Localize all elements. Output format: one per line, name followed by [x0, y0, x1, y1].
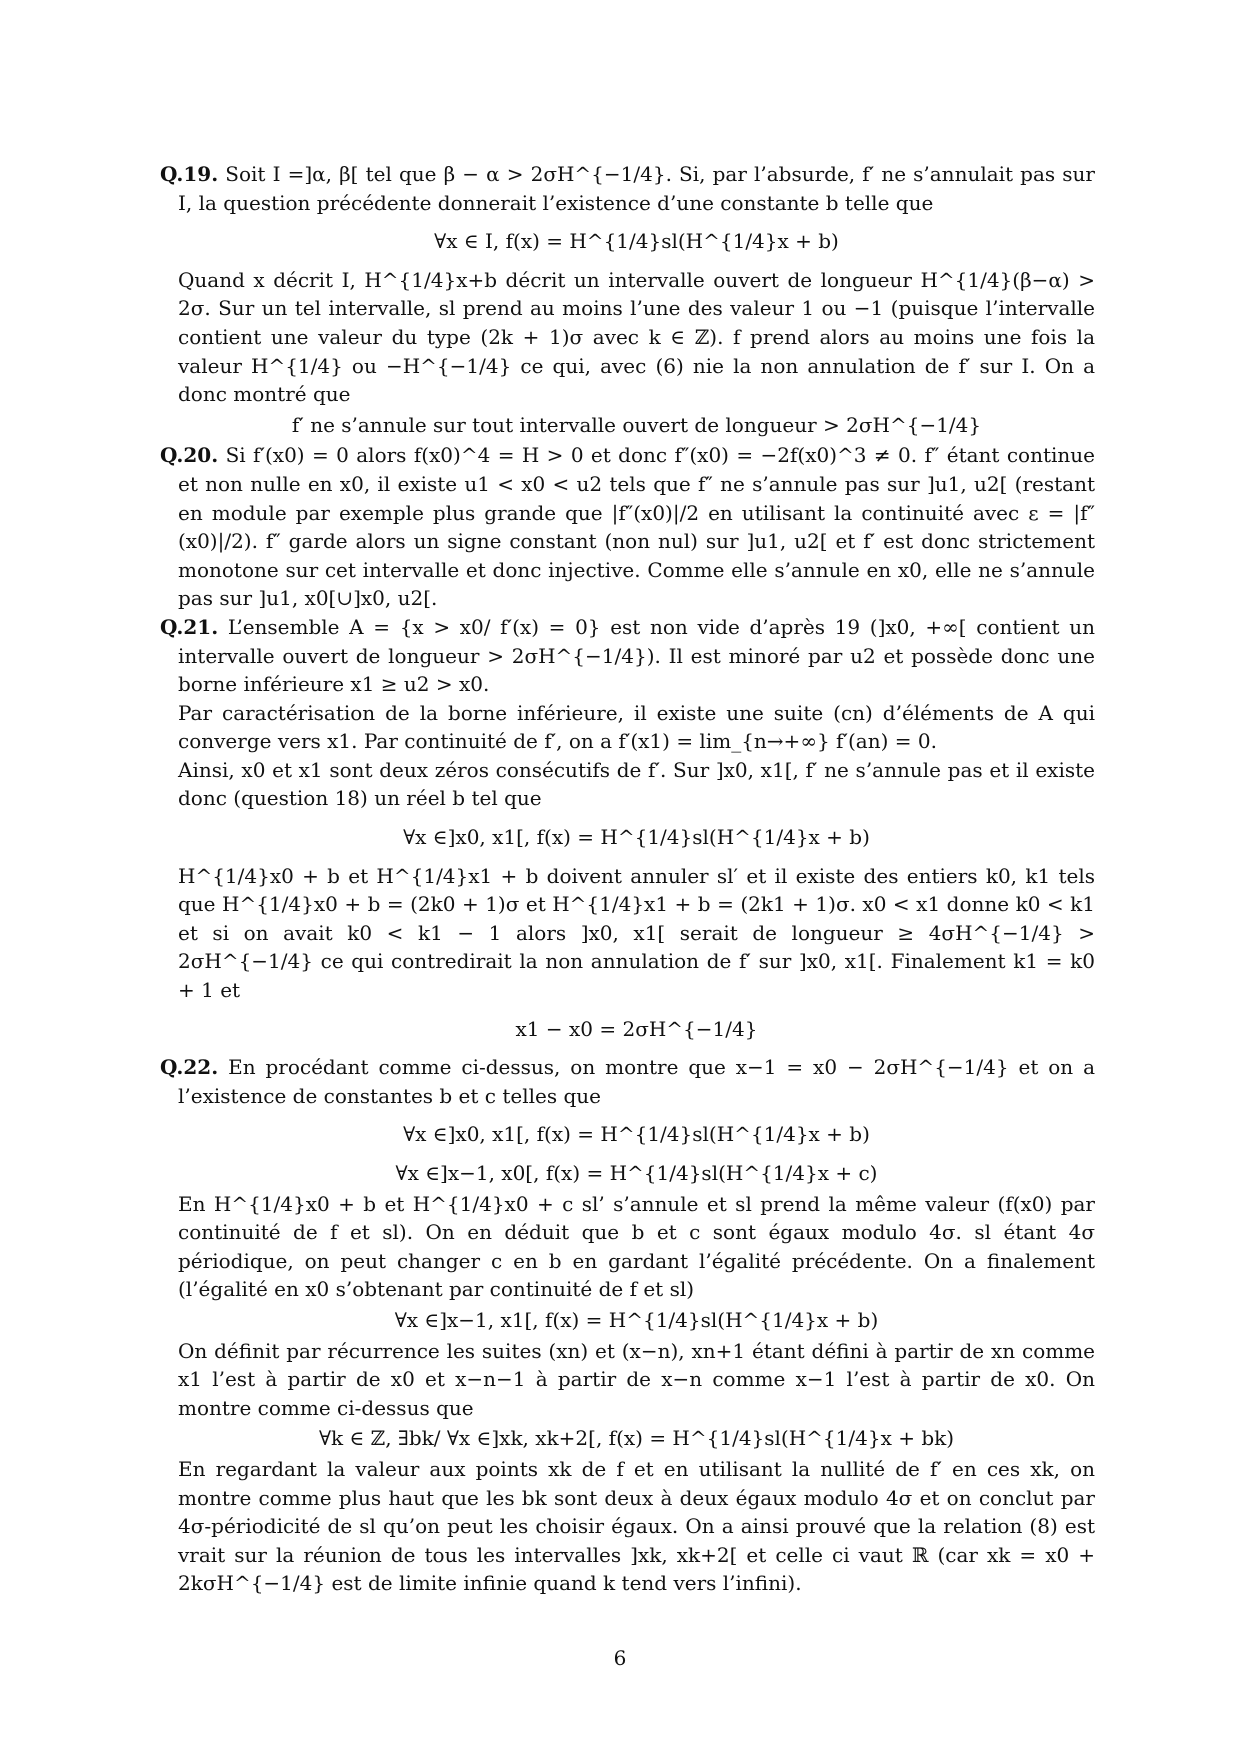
q21-label: Q.21. [160, 614, 219, 639]
q19-equation-2: f′ ne s’annule sur tout intervalle ouvert de longueur > 2σH^{−1/4} [291, 412, 982, 437]
q21-equation-2: x1 − x0 = 2σH^{−1/4} [515, 1016, 758, 1041]
q21-paragraph-3: Ainsi, x0 et x1 sont deux zéros consécutifs de f′. Sur ]x0, x1[, f′ ne s’annule pas et il existe donc (question 18) un réel b tel que [178, 757, 1095, 811]
page-number: 6 [613, 1646, 627, 1670]
q22-equation-2: ∀x ∈]x−1, x0[, f(x) = H^{1/4}sl(H^{1/4}x + c) [395, 1161, 878, 1185]
q22-label: Q.22. [160, 1055, 219, 1080]
q22-paragraph-4: En regardant la valeur aux points xk de f et en utilisant la nullité de f′ en ces xk, on montre comme plus haut que les bk sont deux à deux égaux modulo 4σ et on conclut par 4σ-périodicité de sl qu’on peut les choisir égaux. On a ainsi prouvé que la relation (8) est vrait sur la réunion de tous les intervalles ]xk, xk+2[ et celle ci vaut ℝ (car xk = x0 + 2kσH^{−1/4} est de limite infinie quand k tend vers l’infini). [178, 1456, 1095, 1596]
q19-paragraph-1 [160, 160, 1095, 217]
q21-paragraph-1 [160, 613, 1095, 699]
q22-text-1: En procédant comme ci-dessus, on montre que x−1 = x0 − 2σH^{−1/4} et on a l’existence de constantes b et c telles que [178, 1055, 1095, 1108]
q21-paragraph-4: H^{1/4}x0 + b et H^{1/4}x1 + b doivent annuler sl′ et il existe des entiers k0, k1 tels que H^{1/4}x0 + b = (2k0 + 1)σ et H^{1/4}x1 + b = (2k1 + 1)σ. x0 < x1 donne k0 < k1 et si on avait k0 < k1 − 1 alors ]x0, x1[ serait de longueur ≥ 4σH^{−1/4} > 2σH^{−1/4} ce qui contredirait la non annulation de f′ sur ]x0, x1[. Finalement k1 = k0 + 1 et [178, 863, 1095, 1003]
q21-paragraph-2: Par caractérisation de la borne inférieure, il existe une suite (cn) d’éléments de A qui converge vers x1. Par continuité de f′, on a f′(x1) = lim_{n→+∞} f′(an) = 0. [178, 700, 1095, 754]
q19-paragraph-2: Quand x décrit I, H^{1/4}x+b décrit un intervalle ouvert de longueur H^{1/4}(β−α) > 2σ. Sur un tel intervalle, sl prend au moins l’une des valeur 1 ou −1 (puisque l’intervalle contient une valeur du type (2k + 1)σ avec k ∈ ℤ). f prend alors au moins une fois la valeur H^{1/4} ou −H^{−1/4} ce qui, avec (6) nie la non annulation de f′ sur I. On a donc montré que [178, 267, 1095, 407]
q22-paragraph-3: On définit par récurrence les suites (xn) et (x−n), xn+1 étant défini à partir de xn comme x1 l’est à partir de x0 et x−n−1 à partir de x−n comme x−1 l’est à partir de x0. On montre comme ci-dessus que [178, 1338, 1095, 1420]
q21-text-1: L’ensemble A = {x > x0/ f′(x) = 0} est non vide d’après 19 (]x0, +∞[ contient un intervalle ouvert de longueur > 2σH^{−1/4}). Il est minoré par u2 et possède donc une borne inférieure x1 ≥ u2 > x0. [178, 614, 1096, 697]
q21-equation-1: ∀x ∈]x0, x1[, f(x) = H^{1/4}sl(H^{1/4}x + b) [403, 825, 870, 850]
document-page [160, 160, 1095, 1598]
q19-label: Q.19. [160, 162, 219, 186]
q19-text-1: Soit I =]α, β[ tel que β − α > 2σH^{−1/4}. Si, par l’absurde, f′ ne s’annulait pas sur I, la question précédente donnerait l’existence d’une constante b telle que [178, 162, 1095, 215]
q22-equation-3: ∀x ∈]x−1, x1[, f(x) = H^{1/4}sl(H^{1/4}x + b) [394, 1307, 879, 1332]
q20-paragraph-1 [160, 441, 1095, 613]
q20-label: Q.20. [160, 443, 219, 468]
q22-paragraph-2: En H^{1/4}x0 + b et H^{1/4}x0 + c sl’ s’annule et sl prend la même valeur (f(x0) par continuité de f et sl). On en déduit que b et c sont égaux modulo 4σ. sl étant 4σ périodique, on peut changer c en b en gardant l’égalité précédente. On a finalement (l’égalité en x0 s’obtenant par continuité de f et sl) [178, 1191, 1095, 1302]
q22-paragraph-1 [160, 1053, 1095, 1110]
q19-equation-1: ∀x ∈ I, f(x) = H^{1/4}sl(H^{1/4}x + b) [434, 229, 839, 254]
q22-equation-4: ∀k ∈ ℤ, ∃bk/ ∀x ∈]xk, xk+2[, f(x) = H^{1/4}sl(H^{1/4}x + bk) [318, 1426, 955, 1451]
q22-equation-1: ∀x ∈]x0, x1[, f(x) = H^{1/4}sl(H^{1/4}x + b) [403, 1122, 870, 1147]
q20-text-1: Si f′(x0) = 0 alors f(x0)^4 = H > 0 et donc f″(x0) = −2f(x0)^3 ≠ 0. f″ étant continue et non nulle en x0, il existe u1 < x0 < u2 tels que f″ ne s’annule pas sur ]u1, u2[ (restant en module par exemple plus grande que |f″(x0)|/2 en utilisant la continuité avec ε = |f″(x0)|/2). f″ garde alors un signe constant (non nul) sur ]u1, u2[ et f′ est donc strictement monotone sur cet intervalle et donc injective. Comme elle s’annule en x0, elle ne s’annule pas sur ]u1, x0[∪]x0, u2[. [178, 443, 1095, 611]
